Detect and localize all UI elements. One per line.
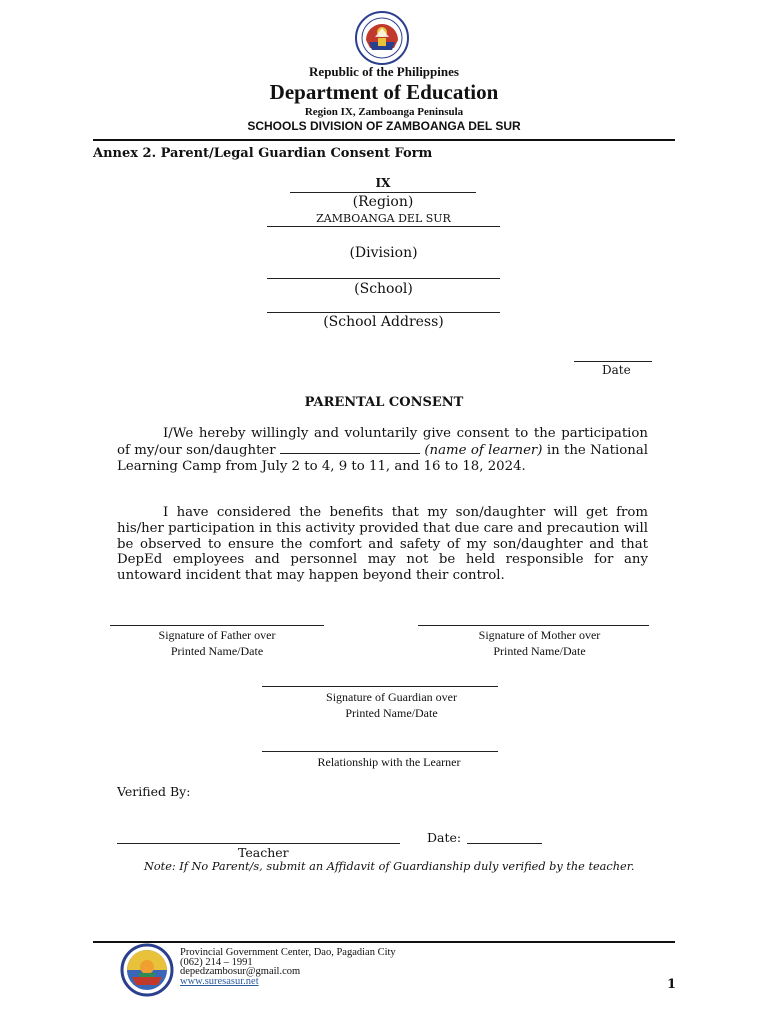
teacher-date-label: Date:: [427, 830, 462, 845]
division-logo-icon: [118, 943, 176, 997]
consent-text-1c: in the National Learning Camp from July 2 to 4, 9 to 11, and 16 to 18, 2024.: [117, 442, 648, 474]
page-number: 1: [667, 977, 677, 992]
verified-by-label: Verified By:: [117, 784, 191, 799]
header-department: Department of Education: [269, 80, 499, 104]
consent-text-1a: I/We hereby willingly and voluntarily give consent to the participation of my/our son/daughter: [117, 426, 648, 458]
school-address-line: [267, 312, 500, 313]
mother-signature-line: [418, 625, 649, 626]
mother-caption-line1: Signature of Mother over: [478, 628, 601, 642]
father-caption-line2: Printed Name/Date: [170, 644, 264, 658]
division-line: [267, 226, 500, 227]
date-caption: Date: [602, 363, 631, 377]
footer-phone: (062) 214 – 1991: [180, 957, 253, 968]
annex-title: Annex 2. Parent/Legal Guardian Consent Form: [93, 146, 433, 161]
learner-name-blank: [280, 442, 420, 454]
father-caption-line1: Signature of Father over: [158, 628, 276, 642]
header-region: Region IX, Zamboanga Peninsula: [304, 106, 464, 118]
school-caption: (School): [354, 281, 413, 297]
consent-paragraph-2: [117, 505, 648, 584]
footer-website-link[interactable]: www.suresasur.net: [180, 976, 259, 987]
teacher-caption: Teacher: [238, 845, 289, 860]
consent-title: PARENTAL CONSENT: [304, 395, 464, 410]
date-line: [574, 361, 652, 362]
consent-paragraph-1: [117, 426, 648, 474]
header-division: SCHOOLS DIVISION OF ZAMBOANGA DEL SUR: [247, 119, 521, 133]
header-divider: [93, 139, 675, 141]
region-caption: (Region): [352, 194, 414, 210]
division-value: ZAMBOANGA DEL SUR: [316, 212, 451, 225]
school-address-caption: (School Address): [323, 314, 444, 330]
school-line: [267, 278, 500, 279]
footer-email: depedzambosur@gmail.com: [180, 966, 301, 977]
footer-address: Provincial Government Center, Dao, Pagadian City: [180, 947, 396, 958]
teacher-signature-line: [117, 843, 400, 844]
mother-caption-line2: Printed Name/Date: [493, 644, 586, 658]
guardian-signature-caption: [262, 689, 521, 721]
deped-seal-icon: [349, 10, 415, 66]
region-value: IX: [375, 176, 391, 190]
consent-text-1b: (name of learner): [424, 442, 543, 458]
teacher-date-line: [467, 843, 542, 844]
father-signature-caption: [110, 627, 324, 659]
footer-divider: [93, 941, 675, 943]
header-republic: Republic of the Philippines: [309, 64, 459, 79]
relationship-line: [262, 751, 498, 752]
division-caption: (Division): [349, 245, 418, 261]
guardian-signature-line: [262, 686, 498, 687]
guardian-caption-line2: Printed Name/Date: [345, 706, 438, 720]
region-line: [290, 192, 476, 193]
guardianship-note: Note: If No Parent/s, submit an Affidavit of Guardianship duly verified by the teacher.: [144, 860, 635, 873]
relationship-caption: Relationship with the Learner: [317, 755, 461, 769]
guardian-caption-line1: Signature of Guardian over: [326, 690, 457, 704]
mother-signature-caption: [418, 627, 661, 659]
consent-text-2: I have considered the benefits that my son/daughter will get from his/her participation in this activity provided that due care and precaution will be observed to ensure the comfort and safety of my son/daughter and that DepEd employees and personnel may not be held responsible for any untoward incident that may happen beyond their control.: [117, 505, 648, 584]
father-signature-line: [110, 625, 324, 626]
